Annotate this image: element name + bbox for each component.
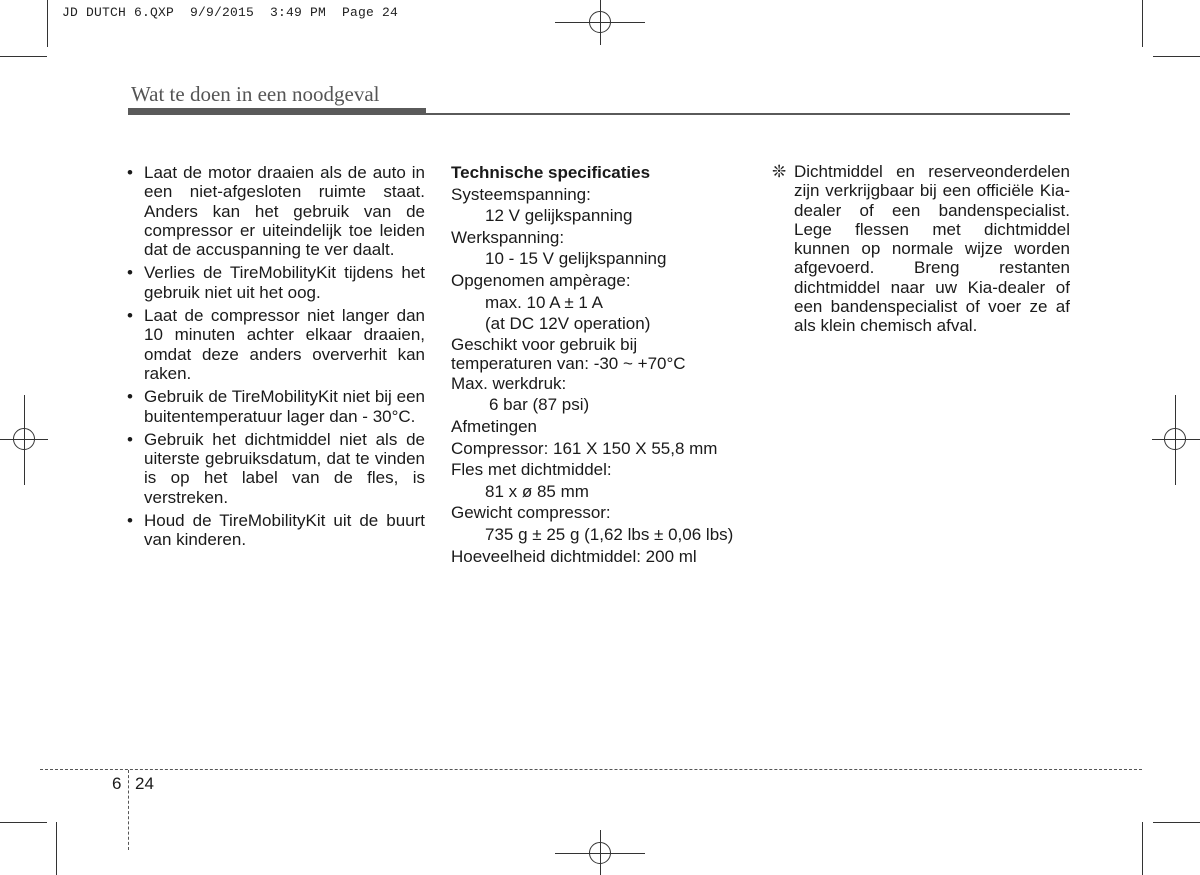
list-item: • Verlies de TireMobilityKit tijdens het gebruik niet uit het oog. xyxy=(127,263,425,302)
crop-mark xyxy=(1153,56,1200,57)
spec-value: Compressor: 161 X 150 X 55,8 mm xyxy=(451,438,718,458)
note-text: Dichtmiddel en reserveonderdelen zijn verkrijgbaar bij een officiële Kia-dealer of een bandenspecialist. Lege flessen met dichtmiddel kunnen op normale wijze worden afgevoerd. Breng restanten dichtmiddel naar uw Kia-dealer of een bandenspecialist of voer ze af als klein chemisch afval. xyxy=(794,162,1070,336)
spec-value: (at DC 12V operation) xyxy=(485,314,651,334)
note-symbol-icon: ❊ xyxy=(772,162,787,181)
header-rule-thick xyxy=(128,108,426,115)
spec-label: Werkspanning: xyxy=(451,227,565,247)
spec-label: Gewicht compressor: xyxy=(451,503,611,523)
page-number: 24 xyxy=(135,774,154,793)
print-slug: JD DUTCH 6.QXP 9/9/2015 3:49 PM Page 24 xyxy=(62,5,399,20)
spec-value: 6 bar (87 psi) xyxy=(489,395,590,415)
technical-specifications xyxy=(451,162,761,567)
spec-label: Max. werkdruk: xyxy=(451,373,567,393)
crop-mark xyxy=(47,0,48,47)
crop-mark xyxy=(0,822,47,823)
list-item: • Laat de compressor niet langer dan 10 minuten achter elkaar draaien, omdat deze anders oververhit kan raken. xyxy=(127,306,425,383)
section-title: Wat te doen in een noodgeval xyxy=(131,82,380,106)
crop-mark xyxy=(1142,822,1143,875)
chapter-number: 6 xyxy=(112,774,122,793)
list-item: • Gebruik het dichtmiddel niet als de uiterste gebruiksdatum, dat te vinden is op het label van de fles, is verstreken. xyxy=(127,429,425,507)
spec-label: Geschikt voor gebruik bij xyxy=(451,334,638,354)
spec-value: max. 10 A ± 1 A xyxy=(485,292,604,312)
spec-label: Afmetingen xyxy=(451,416,537,436)
specs-heading: Technische specificaties xyxy=(451,163,651,182)
registration-mark-left xyxy=(0,395,50,485)
list-item: • Gebruik de TireMobilityKit niet bij een buitentemperatuur lager dan - 30°C. xyxy=(127,387,425,426)
footer-divider xyxy=(128,770,129,850)
crop-mark xyxy=(0,56,47,57)
registration-mark-top xyxy=(555,0,645,50)
list-item: • Houd de TireMobilityKit uit de buurt van kinderen. xyxy=(127,511,425,550)
spec-value: 10 - 15 V gelijkspanning xyxy=(485,249,667,269)
precautions-list xyxy=(127,163,425,554)
header-rule-thin xyxy=(426,113,1070,115)
list-item: • Laat de motor draaien als de auto in een niet-afgesloten ruimte staat. Anders kan het gebruik van de compressor er uiteindelijk toe leiden dat de accuspanning te ver daalt. xyxy=(127,163,425,260)
crop-mark xyxy=(1142,0,1143,47)
spec-label: Fles met dichtmiddel: xyxy=(451,460,612,480)
crop-mark xyxy=(1153,822,1200,823)
spec-label: Opgenomen ampèrage: xyxy=(451,270,631,290)
spec-value: temperaturen van: -30 ~ +70°C xyxy=(451,353,686,373)
footer-rule xyxy=(40,769,1142,770)
spec-value: 735 g ± 25 g (1,62 lbs ± 0,06 lbs) xyxy=(485,524,734,544)
spec-label: Systeemspanning: xyxy=(451,184,591,204)
spec-value: Hoeveelheid dichtmiddel: 200 ml xyxy=(451,546,697,566)
disposal-note xyxy=(772,162,1070,336)
crop-mark xyxy=(56,822,57,875)
registration-mark-right xyxy=(1152,395,1200,485)
spec-value: 81 x ø 85 mm xyxy=(485,481,589,501)
registration-mark-bottom xyxy=(555,830,645,875)
spec-value: 12 V gelijkspanning xyxy=(485,206,633,226)
